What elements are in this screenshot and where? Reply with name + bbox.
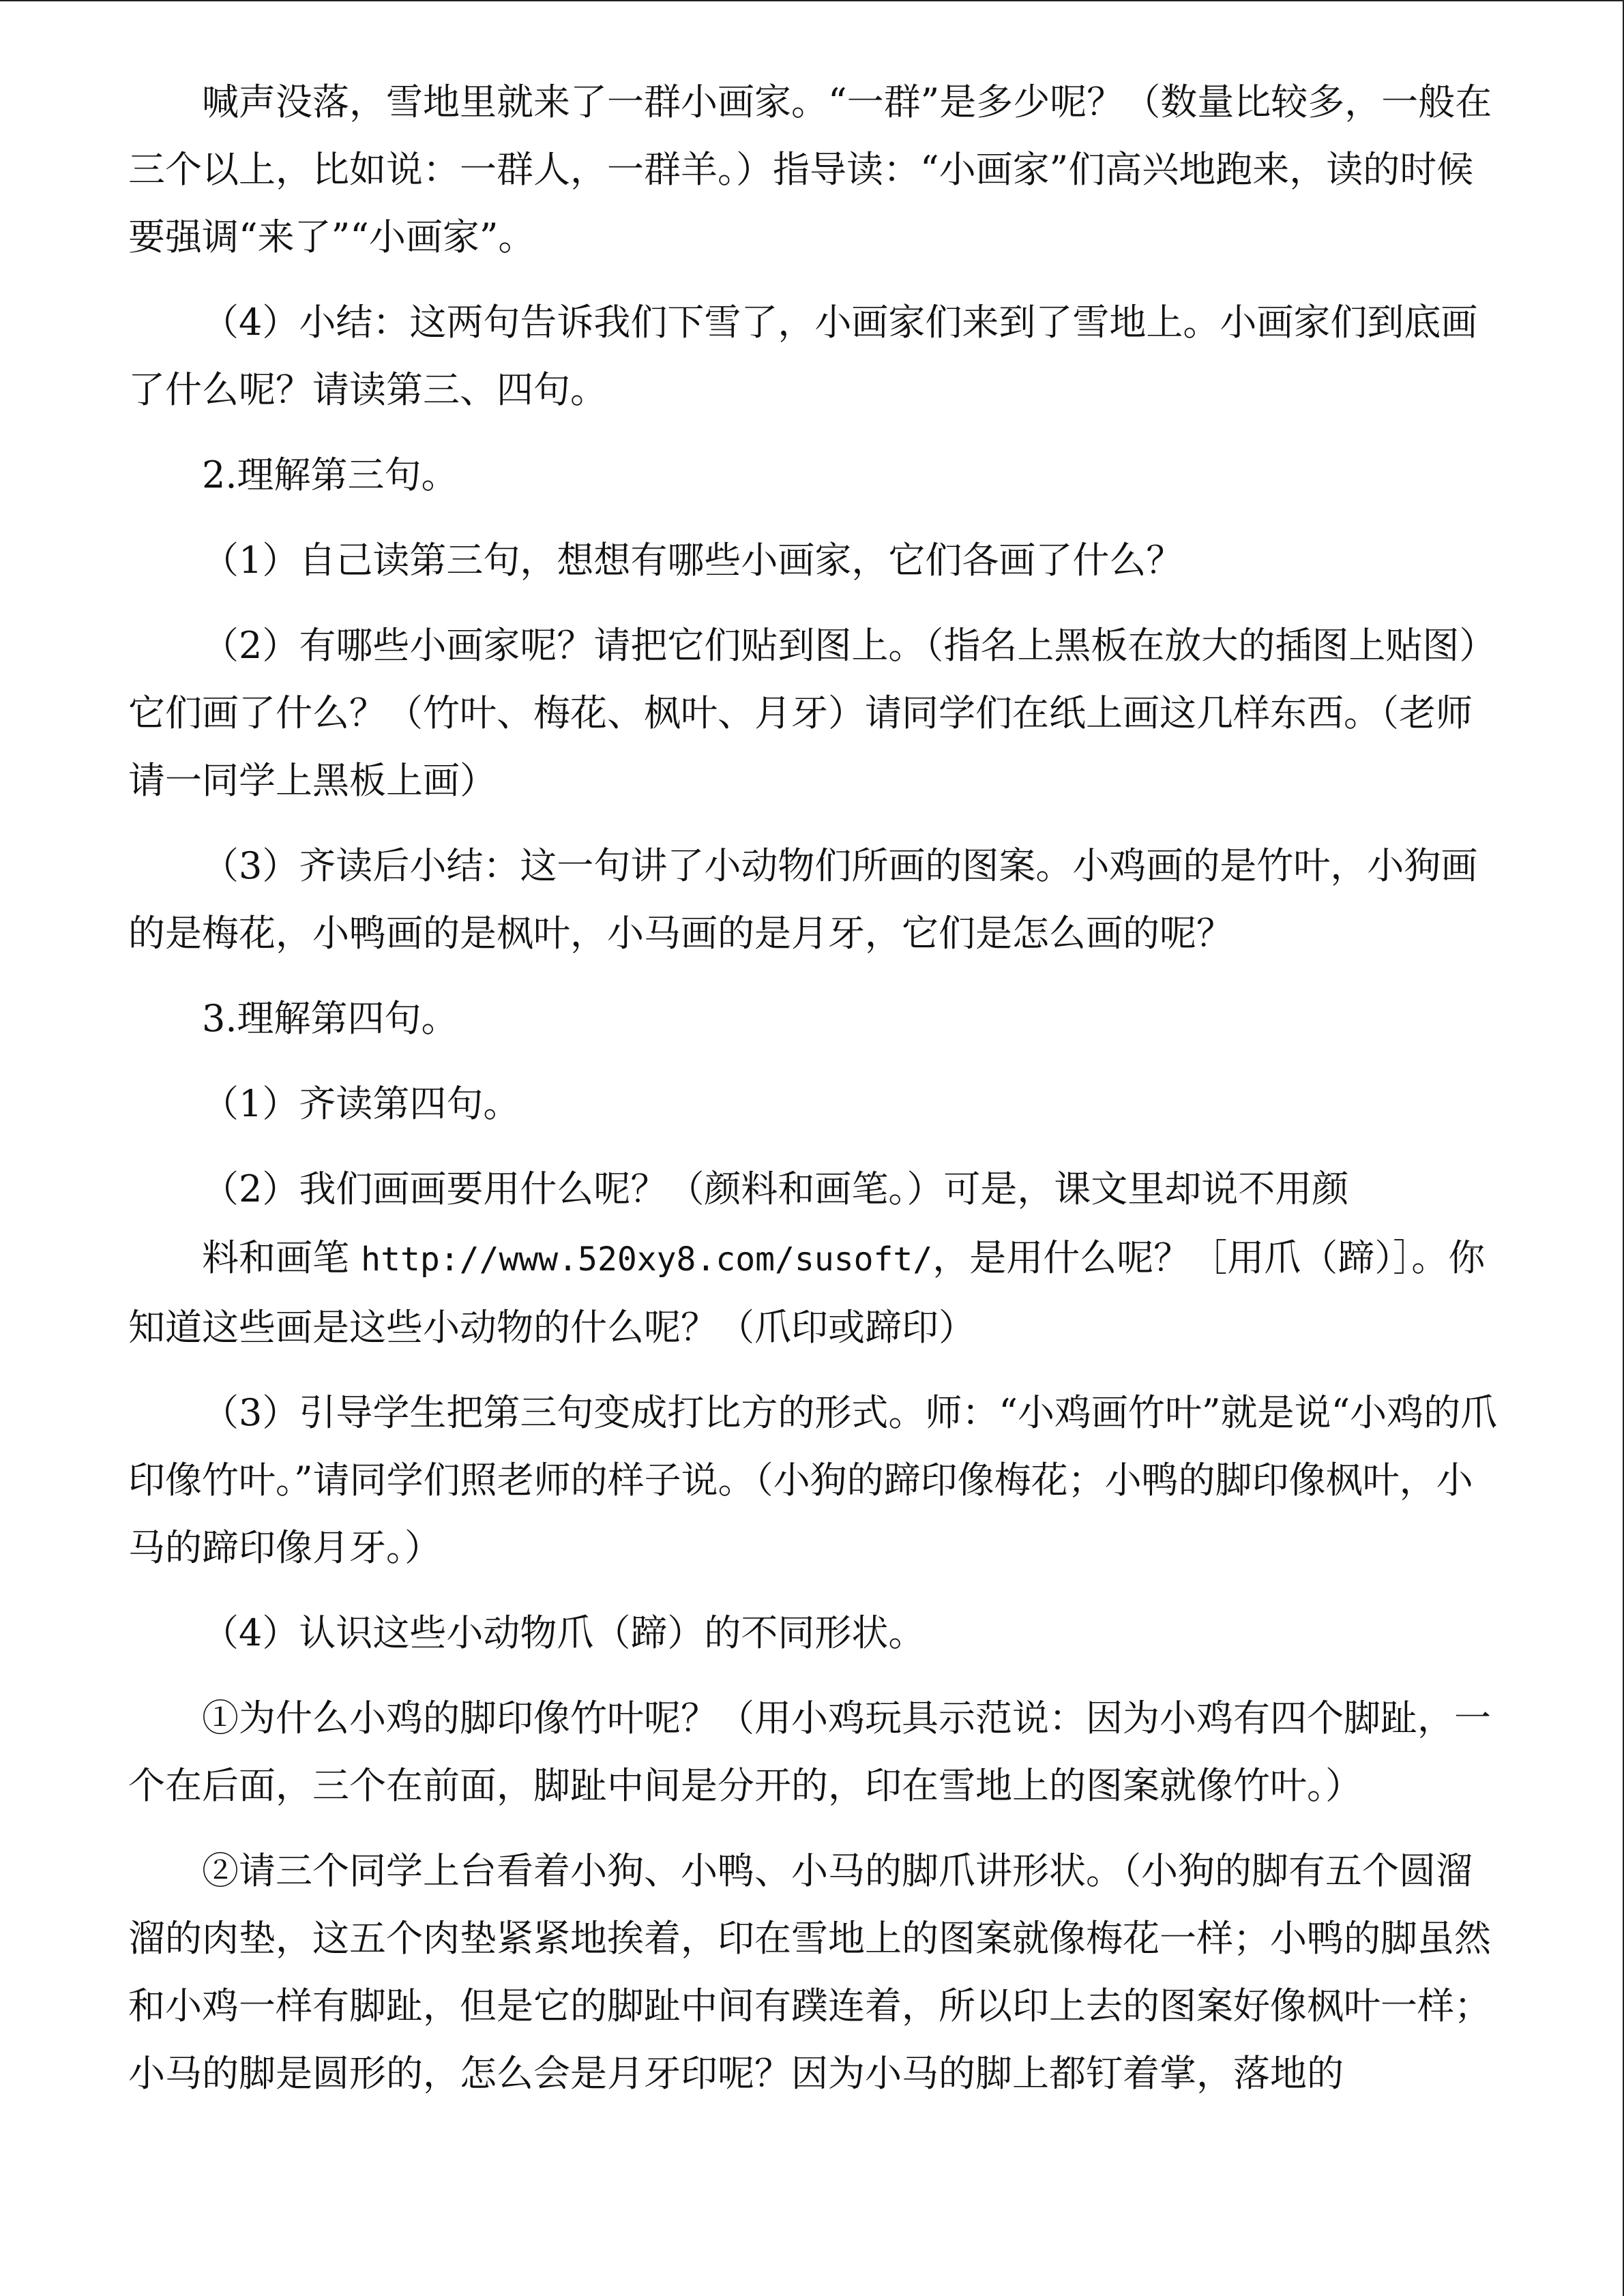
paragraph-shapes: （4）认识这些小动物爪（蹄）的不同形状。 <box>202 1611 926 1654</box>
paragraph-step-1: （1）自己读第三句，想想有哪些小画家，它们各画了什么？ <box>202 539 1183 582</box>
paragraph-step-2: （2）有哪些小画家呢？请把它们贴到图上。（指名上黑板在放大的插图上贴图）它们画了什么？（竹叶、梅花、枫叶、月牙）请同学们在纸上画这几样东西。（老师请一同学上黑板上画） <box>128 624 1496 802</box>
paragraph-paint-continued <box>128 1224 1499 1361</box>
paragraph-text-before-link: 料和画笔 <box>202 1236 361 1279</box>
paragraph-chick-print: ①为什么小鸡的脚印像竹叶呢？（用小鸡玩具示范说：因为小鸡有四个脚趾，一个在后面，三个在前面，脚趾中间是分开的，印在雪地上的图案就像竹叶。） <box>128 1697 1491 1807</box>
paragraph-paint-question: （2）我们画画要用什么呢？（颜料和画笔。）可是，课文里却说不用颜 <box>202 1167 1349 1210</box>
section-heading-3: 3.理解第四句。 <box>202 997 458 1040</box>
paragraph-other-prints: ②请三个同学上台看着小狗、小鸭、小马的脚爪讲形状。（小狗的脚有五个圆溜溜的肉垫，这五个肉垫紧紧地挨着，印在雪地上的图案就像梅花一样；小鸭的脚虽然和小鸡一样有脚趾，但是它的脚趾中间有蹼连着，所以印上去的图案好像枫叶一样；小马的脚是圆形的，怎么会是月牙印呢？因为小马的脚上都钉着掌，落地的 <box>128 1849 1491 2095</box>
paragraph-text-after-link: ，是用什么呢？［用爪（蹄）］。你知道这些画是这些小动物的什么呢？（爪印或蹄印） <box>128 1236 1486 1349</box>
paragraph-summary-4: （4）小结：这两句告诉我们下雪了，小画家们来到了雪地上。小画家们到底画了什么呢？请读第三、四句。 <box>128 301 1478 411</box>
paragraph-step-3: （3）齐读后小结：这一句讲了小动物们所画的图案。小鸡画的是竹叶，小狗画的是梅花，小鸭画的是枫叶，小马画的是月牙，它们是怎么画的呢？ <box>128 844 1478 955</box>
paragraph-intro: 喊声没落，雪地里就来了一群小画家。“一群”是多少呢？（数量比较多，一般在三个以上，比如说：一群人，一群羊。）指导读：“小画家”们高兴地跑来，读的时候要强调“来了”“小画家”。 <box>128 80 1492 258</box>
paragraph-read-4: （1）齐读第四句。 <box>202 1082 520 1125</box>
document-body <box>128 68 1499 2125</box>
paragraph-metaphor: （3）引导学生把第三句变成打比方的形式。师：“小鸡画竹叶”就是说“小鸡的爪印像竹叶。”请同学们照老师的样子说。（小狗的蹄印像梅花；小鸭的脚印像枫叶，小马的蹄印像月牙。） <box>128 1391 1498 1569</box>
section-heading-2: 2.理解第三句。 <box>202 453 458 496</box>
inline-url: http://www.520xy8.com/susoft/ <box>361 1240 933 1279</box>
